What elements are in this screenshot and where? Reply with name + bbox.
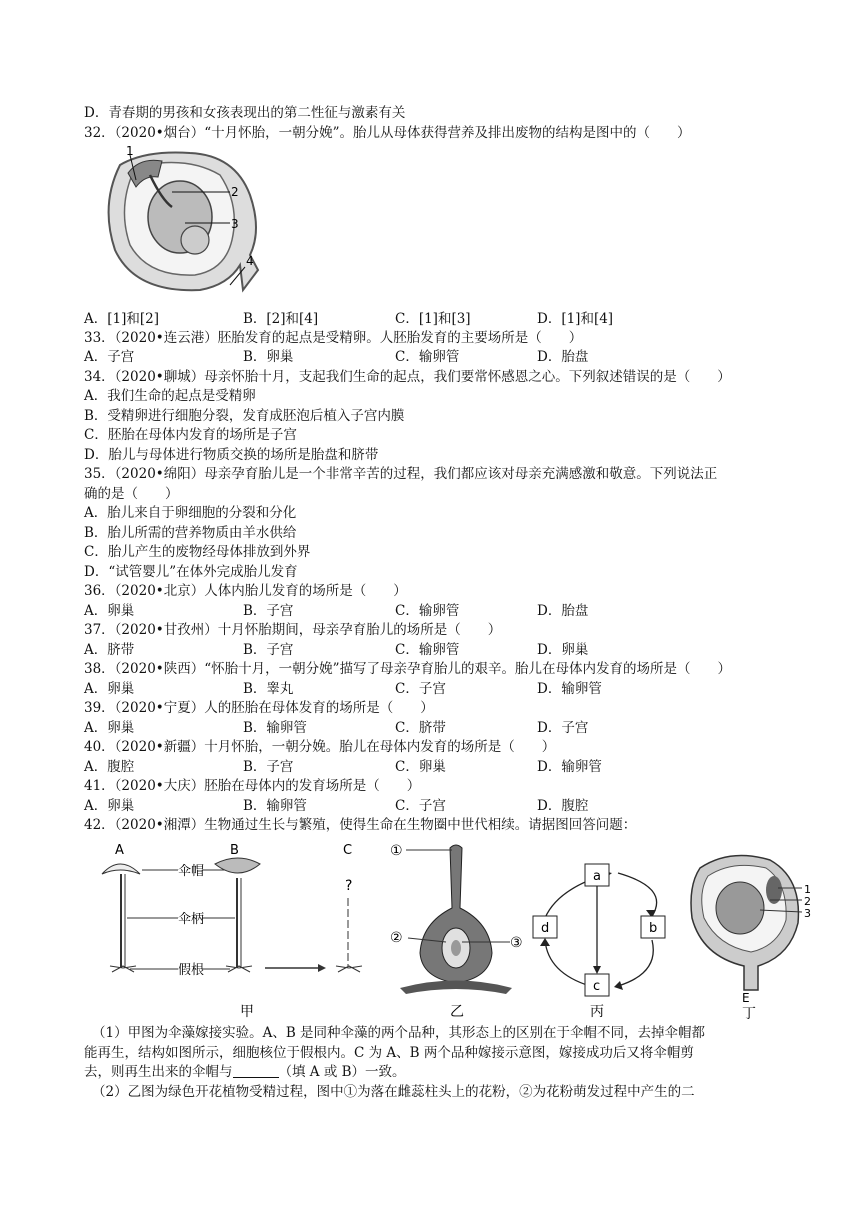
ding-label-2: 2	[804, 895, 811, 908]
q36-option-b[interactable]: B．子宫	[243, 603, 294, 619]
figure-bing	[533, 864, 665, 1020]
q32-option-b[interactable]: B．[2]和[4]	[243, 311, 319, 327]
q34-option-a[interactable]: A．我们生命的起点是受精卵	[84, 388, 256, 404]
q34-stem: 34．（2020•聊城）母亲怀胎十月，支起我们生命的起点，我们要常怀感恩之心。下列叙述错误的是（ ）	[84, 369, 731, 385]
bing-label-a: a	[593, 869, 601, 884]
yi-label-1: ①	[390, 843, 403, 859]
q32-stem: 32．（2020•烟台）“十月怀胎，一朝分娩”。胎儿从母体获得营养及排出废物的结构是图中的（ ）	[84, 125, 691, 141]
q35-option-b[interactable]: B．胎儿所需的营养物质由羊水供给	[84, 525, 297, 541]
yi-label-2: ②	[390, 930, 403, 946]
jia-label-b: B	[230, 843, 239, 858]
q32-label-2: 2	[231, 185, 239, 199]
q41-stem: 41．（2020•大庆）胚胎在母体内的发育场所是（ ）	[84, 778, 421, 794]
q35-stem-line2: 确的是（ ）	[84, 486, 179, 502]
q40-option-a[interactable]: A．腹腔	[84, 759, 135, 775]
ding-fetus	[716, 882, 764, 934]
q42-stem: 42．（2020•湘潭）生物通过生长与繁殖，使得生命在生物圈中世代相续。请据图回答问题：	[84, 817, 637, 833]
q41-option-d[interactable]: D．腹腔	[537, 798, 589, 814]
q41-option-a[interactable]: A．卵巢	[84, 798, 135, 814]
q42-p2-line1: （2）乙图为绿色开花植物受精过程，图中①为落在雌蕊柱头上的花粉，②为花粉萌发过程中产生的二	[92, 1084, 695, 1100]
q39-option-c[interactable]: C．脐带	[395, 720, 446, 736]
bing-label-c: c	[593, 979, 601, 994]
q39-option-b[interactable]: B．输卵管	[243, 720, 307, 736]
answer-blank[interactable]	[233, 1064, 279, 1078]
q36-option-d[interactable]: D．胎盘	[537, 603, 589, 619]
fetus-head	[181, 226, 209, 254]
q34-option-d[interactable]: D．胎儿与母体进行物质交换的场所是胎盘和脐带	[84, 447, 379, 463]
cap-b	[215, 858, 260, 873]
bing-label-d: d	[541, 921, 550, 936]
jia-label-question: ?	[345, 878, 353, 894]
q32-label-4: 4	[246, 254, 254, 268]
q32-option-a[interactable]: A．[1]和[2]	[84, 311, 159, 327]
q32-option-c[interactable]: C．[1]和[3]	[395, 311, 471, 327]
jia-label-rhizoid: 假根	[178, 963, 205, 978]
figure-jia	[102, 843, 362, 1020]
bing-caption: 丙	[590, 1004, 604, 1020]
q36-option-a[interactable]: A．卵巢	[84, 603, 135, 619]
q38-option-d[interactable]: D．输卵管	[537, 681, 602, 697]
q33-stem: 33．（2020•连云港）胚胎发育的起点是受精卵。人胚胎发育的主要场所是（ ）	[84, 330, 583, 346]
top-option: D．青春期的男孩和女孩表现出的第二性征与激素有关	[84, 105, 406, 121]
q37-option-c[interactable]: C．输卵管	[395, 642, 460, 658]
q37-option-b[interactable]: B．子宫	[243, 642, 294, 658]
q42-figure	[90, 838, 830, 1020]
yi-caption: 乙	[450, 1004, 464, 1020]
rhizoid-c	[336, 966, 362, 972]
q34-option-c[interactable]: C．胚胎在母体内发育的场所是子宫	[84, 427, 297, 443]
q33-option-a[interactable]: A．子宫	[84, 349, 135, 365]
q40-option-c[interactable]: C．卵巢	[395, 759, 446, 775]
q42-p1-line3	[84, 1063, 406, 1082]
q41-option-b[interactable]: B．输卵管	[243, 798, 307, 814]
q38-stem: 38．（2020•陕西）“怀胎十月，一朝分娩”描写了母亲孕育胎儿的艰辛。胎儿在母体内发育的场所是（ ）	[84, 661, 732, 677]
q36-option-c[interactable]: C．输卵管	[395, 603, 460, 619]
q32-label-3: 3	[231, 217, 239, 231]
yi-label-3: ③	[510, 935, 523, 951]
q32-figure	[100, 145, 265, 303]
ding-caption: 丁	[742, 1006, 756, 1020]
q33-option-b[interactable]: B．卵巢	[243, 349, 294, 365]
q42-p1-line3-after: （填 A 或 B）一致。	[278, 1064, 406, 1080]
q35-option-d[interactable]: D．“试管婴儿”在体外完成胎儿发育	[84, 564, 298, 580]
q38-option-c[interactable]: C．子宫	[395, 681, 446, 697]
q40-stem: 40．（2020•新疆）十月怀胎，一朝分娩。胎儿在母体内发育的场所是（ ）	[84, 739, 556, 755]
q39-option-d[interactable]: D．子宫	[537, 720, 589, 736]
q42-p1-line1: （1）甲图为伞藻嫁接实验。A、B 是同种伞藻的两个品种，其形态上的区别在于伞帽不同，去掉伞帽都	[92, 1025, 706, 1041]
q32-label-1: 1	[126, 145, 134, 158]
q38-option-a[interactable]: A．卵巢	[84, 681, 135, 697]
jia-label-a: A	[115, 843, 124, 858]
q36-stem: 36．（2020•北京）人体内胎儿发育的场所是（ ）	[84, 583, 407, 599]
q40-option-b[interactable]: B．子宫	[243, 759, 294, 775]
q33-option-d[interactable]: D．胎盘	[537, 349, 589, 365]
q42-p1-line2: 能再生，结构如图所示，细胞核位于假根内。C 为 A、B 两个品种嫁接示意图，嫁接成功后又将伞帽剪	[84, 1045, 694, 1061]
jia-label-cap: 伞帽	[178, 864, 205, 879]
q41-option-c[interactable]: C．子宫	[395, 798, 446, 814]
q35-stem-line1: 35．（2020•绵阳）母亲孕育胎儿是一个非常辛苦的过程，我们都应该对母亲充满感激和敬意。下列说法正	[84, 466, 718, 482]
q37-stem: 37．（2020•甘孜州）十月怀胎期间，母亲孕育胎儿的场所是（ ）	[84, 622, 502, 638]
jia-label-stalk: 伞柄	[178, 912, 205, 927]
jia-caption: 甲	[240, 1004, 254, 1020]
q34-option-b[interactable]: B．受精卵进行细胞分裂，发育成胚泡后植入子宫内膜	[84, 408, 405, 424]
receptacle	[400, 981, 512, 995]
q42-p1-line3-before: 去，则再生出来的伞帽与	[84, 1064, 233, 1080]
cap-a	[102, 864, 140, 874]
q38-option-b[interactable]: B．睾丸	[243, 681, 294, 697]
q39-option-a[interactable]: A．卵巢	[84, 720, 135, 736]
q32-option-d[interactable]: D．[1]和[4]	[537, 311, 614, 327]
q35-option-c[interactable]: C．胎儿产生的废物经母体排放到外界	[84, 544, 311, 560]
q40-option-d[interactable]: D．输卵管	[537, 759, 602, 775]
q37-option-a[interactable]: A．脐带	[84, 642, 135, 658]
jia-label-c: C	[343, 843, 353, 858]
q35-option-a[interactable]: A．胎儿来自于卵细胞的分裂和分化	[84, 505, 297, 521]
q37-option-d[interactable]: D．卵巢	[537, 642, 589, 658]
bing-label-b: b	[649, 921, 658, 936]
figure-ding	[691, 856, 811, 1021]
figure-yi	[390, 843, 523, 1020]
ding-label-1: 1	[804, 883, 811, 896]
ding-label-3: 3	[804, 907, 811, 920]
q39-stem: 39．（2020•宁夏）人的胚胎在母体发育的场所是（ ）	[84, 700, 434, 716]
q33-option-c[interactable]: C．输卵管	[395, 349, 460, 365]
ding-label-e: E	[742, 991, 750, 1005]
